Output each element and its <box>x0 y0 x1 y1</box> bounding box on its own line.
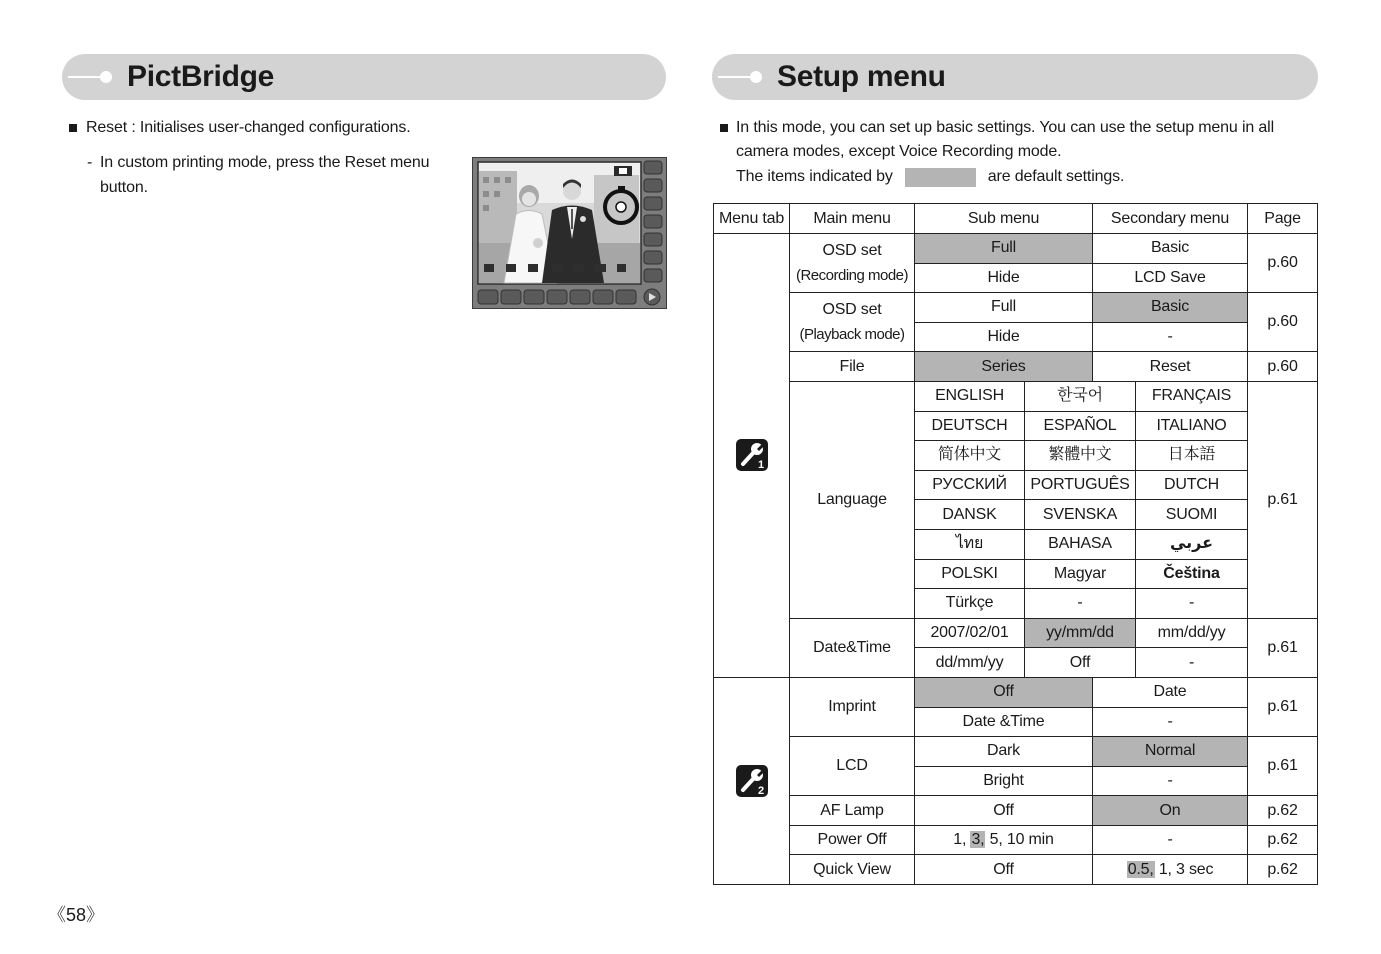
sub-menu-option: Series <box>915 352 1093 382</box>
language-option: ENGLISH <box>915 381 1025 411</box>
main-menu-note: (Recording mode) <box>795 267 909 285</box>
sub-menu-option: Off <box>915 855 1093 885</box>
setup-intro-line-2: camera modes, except Voice Recording mode. <box>736 143 1062 160</box>
lcd-top-indicator-icon <box>614 166 632 176</box>
date-time-option: mm/dd/yy <box>1136 618 1248 648</box>
secondary-menu-option: - <box>1093 322 1248 352</box>
setup-intro-line-1: In this mode, you can set up basic settings. You can use the setup menu in all <box>736 119 1274 136</box>
secondary-menu-option: Reset <box>1093 352 1248 382</box>
page-reference: p.61 <box>1248 381 1318 618</box>
date-time-option: yy/mm/dd <box>1025 618 1136 648</box>
play-button-icon <box>644 289 660 305</box>
language-option: عربي <box>1136 529 1248 559</box>
main-menu-note: (Playback mode) <box>799 326 905 344</box>
table-row <box>714 234 1318 264</box>
quick-view-default-value: 0.5, <box>1127 860 1154 878</box>
language-option: Čeština <box>1136 559 1248 589</box>
main-menu-osd-recording <box>790 234 915 293</box>
secondary-menu-option: Date <box>1093 677 1248 707</box>
language-option: BAHASA <box>1025 529 1136 559</box>
menu-tab-setup-2 <box>714 677 790 884</box>
power-off-default-value: 3, <box>971 831 985 849</box>
date-time-option: 2007/02/01 <box>915 618 1025 648</box>
secondary-menu-option: LCD Save <box>1093 263 1248 293</box>
table-row <box>714 825 1318 855</box>
secondary-menu-option: Normal <box>1093 737 1248 767</box>
table-row <box>714 618 1318 648</box>
default-highlight-swatch <box>905 168 976 187</box>
main-menu-osd-playback <box>790 293 915 352</box>
bullet-square-icon <box>69 124 77 132</box>
page-reference: p.61 <box>1248 737 1318 796</box>
bottom-buttons <box>478 290 636 304</box>
secondary-menu-option <box>1093 855 1248 885</box>
page-reference: p.62 <box>1248 855 1318 885</box>
language-option: 日本語 <box>1136 441 1248 471</box>
main-menu-imprint: Imprint <box>790 677 915 736</box>
header-decoration-dot <box>750 71 762 83</box>
main-menu-label: OSD set <box>822 301 882 319</box>
sub-menu-option: Full <box>915 234 1093 264</box>
sub-menu-option: Bright <box>915 766 1093 796</box>
header-sub-menu: Sub menu <box>915 204 1093 234</box>
page-reference: p.61 <box>1248 677 1318 736</box>
language-option: DEUTSCH <box>915 411 1025 441</box>
main-menu-lcd: LCD <box>790 737 915 796</box>
sub-menu-option: Hide <box>915 263 1093 293</box>
language-option: DANSK <box>915 500 1025 530</box>
header-page: Page <box>1248 204 1318 234</box>
secondary-menu-option: - <box>1093 766 1248 796</box>
tab-number: 2 <box>757 784 764 797</box>
table-row <box>714 855 1318 885</box>
bullet-square-icon <box>720 124 728 132</box>
setup-menu-2-icon <box>736 765 768 797</box>
sub-menu-option: Full <box>915 293 1093 323</box>
page-reference: p.60 <box>1248 234 1318 293</box>
language-option: FRANÇAIS <box>1136 381 1248 411</box>
sub-menu-option: Off <box>915 796 1093 826</box>
menu-tab-setup-1 <box>714 234 790 678</box>
table-row <box>714 796 1318 826</box>
language-option: ITALIANO <box>1136 411 1248 441</box>
secondary-menu-option: Basic <box>1093 234 1248 264</box>
date-time-option: Off <box>1025 648 1136 678</box>
secondary-menu-option: - <box>1093 707 1248 737</box>
table-row <box>714 293 1318 323</box>
header-decoration-line <box>68 76 102 78</box>
table-row <box>714 352 1318 382</box>
header-decoration-dot <box>100 71 112 83</box>
language-option: Türkçe <box>915 589 1025 619</box>
setup-menu-1-icon <box>736 439 768 471</box>
sub-menu-option: Hide <box>915 322 1093 352</box>
main-menu-quick-view: Quick View <box>790 855 915 885</box>
table-row <box>714 737 1318 767</box>
sub-menu-option: Off <box>915 677 1093 707</box>
note-dash: - <box>87 154 93 171</box>
quick-view-option-after: 1, 3 sec <box>1154 860 1214 878</box>
language-option: РУССКИЙ <box>915 470 1025 500</box>
language-option: POLSKI <box>915 559 1025 589</box>
main-menu-file: File <box>790 352 915 382</box>
language-option: 한국어 <box>1025 381 1136 411</box>
secondary-menu-option: - <box>1093 825 1248 855</box>
power-off-option-after: 5, 10 min <box>985 831 1054 849</box>
secondary-menu-option: Basic <box>1093 293 1248 323</box>
language-option: 简体中文 <box>915 441 1025 471</box>
language-option: PORTUGUÊS <box>1025 470 1136 500</box>
table-row <box>714 381 1318 411</box>
side-buttons <box>644 161 662 282</box>
language-option: - <box>1136 589 1248 619</box>
table-row <box>714 677 1318 707</box>
header-main-menu: Main menu <box>790 204 915 234</box>
page-reference: p.61 <box>1248 618 1318 677</box>
camera-back-illustration <box>472 157 667 309</box>
power-off-option-before: 1, <box>953 831 971 849</box>
language-option: SVENSKA <box>1025 500 1136 530</box>
pictbridge-title: PictBridge <box>127 60 275 93</box>
language-option: 繁體中文 <box>1025 441 1136 471</box>
main-menu-date-time: Date&Time <box>790 618 915 677</box>
sub-menu-option <box>915 825 1093 855</box>
language-option: Magyar <box>1025 559 1136 589</box>
tab-number: 1 <box>757 459 764 472</box>
language-option: SUOMI <box>1136 500 1248 530</box>
header-decoration-line <box>718 76 752 78</box>
header-menu-tab: Menu tab <box>714 204 790 234</box>
sub-menu-option: Dark <box>915 737 1093 767</box>
main-menu-language: Language <box>790 381 915 618</box>
reset-bullet-text: Reset : Initialises user-changed configurations. <box>86 119 411 136</box>
language-option: DUTCH <box>1136 470 1248 500</box>
language-option: - <box>1025 589 1136 619</box>
language-option: ESPAÑOL <box>1025 411 1136 441</box>
date-time-option: - <box>1136 648 1248 678</box>
date-time-option: dd/mm/yy <box>915 648 1025 678</box>
secondary-menu-option: On <box>1093 796 1248 826</box>
sub-menu-option: Date &Time <box>915 707 1093 737</box>
default-settings-note <box>736 167 1124 187</box>
pictbridge-header <box>62 54 666 100</box>
page-reference: p.62 <box>1248 796 1318 826</box>
main-menu-af-lamp: AF Lamp <box>790 796 915 826</box>
setup-menu-table <box>713 203 1318 885</box>
reset-note-line-2: button. <box>100 179 148 196</box>
page-reference: p.60 <box>1248 293 1318 352</box>
page-reference: p.60 <box>1248 352 1318 382</box>
setup-menu-header <box>712 54 1318 100</box>
page-number: 《58》 <box>48 905 105 925</box>
table-header-row <box>714 204 1318 234</box>
setup-menu-title: Setup menu <box>777 60 946 93</box>
header-secondary-menu: Secondary menu <box>1093 204 1248 234</box>
page-reference: p.62 <box>1248 825 1318 855</box>
main-menu-label: OSD set <box>822 242 882 260</box>
main-menu-power-off: Power Off <box>790 825 915 855</box>
default-note-after: are default settings. <box>987 168 1125 185</box>
language-option: ไทย <box>915 529 1025 559</box>
default-note-before: The items indicated by <box>736 168 893 185</box>
reset-note-line-1: In custom printing mode, press the Reset menu <box>100 154 430 171</box>
